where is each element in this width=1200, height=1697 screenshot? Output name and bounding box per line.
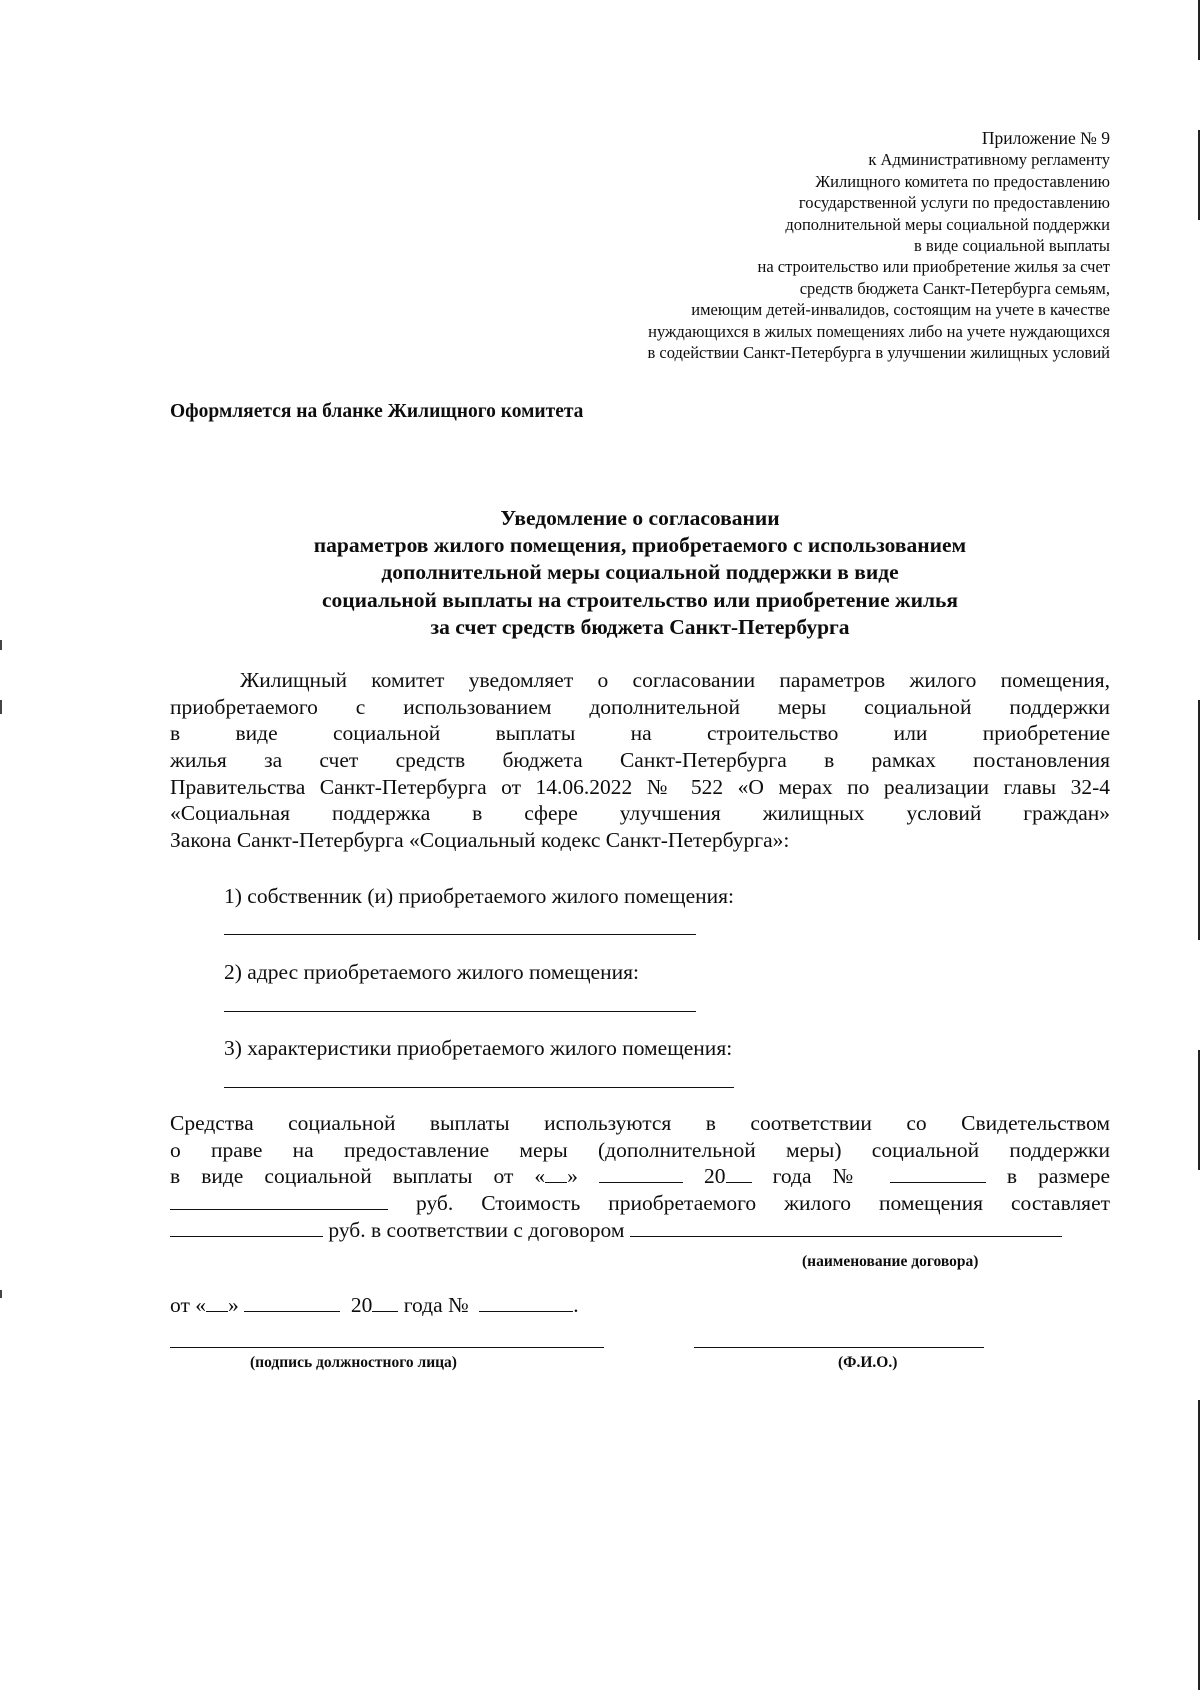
appendix-line: в виде социальной выплаты: [913, 236, 1110, 256]
day-blank: [206, 1293, 228, 1312]
intro-line: Жилищный комитет уведомляет о согласовании параметров жилого помещения,: [240, 668, 1110, 692]
list-item-address: 2) адрес приобретаемого жилого помещения:: [224, 960, 639, 984]
address-blank-line: [224, 1011, 696, 1012]
document-title: [170, 505, 1110, 641]
appendix-line: имеющим детей-инвалидов, состоящим на учете в качестве: [691, 300, 1110, 320]
number-blank: [479, 1293, 573, 1312]
title-line: Уведомление о согласовании: [500, 506, 780, 530]
date-text: от «: [170, 1293, 206, 1317]
name-line: [694, 1347, 984, 1348]
appendix-line: государственной услуги по предоставлению: [798, 193, 1110, 213]
appendix-line: дополнительной меры социальной поддержки: [785, 214, 1110, 234]
name-caption: (Ф.И.О.): [838, 1354, 898, 1371]
title-line: дополнительной меры социальной поддержки в виде: [381, 560, 899, 585]
title-line: социальной выплаты на строительство или приобретение жилья: [321, 587, 959, 612]
intro-line: Правительства Санкт-Петербурга от 14.06.2022 № 522 «О мерах по реализации главы 32-4: [170, 774, 1110, 799]
title-line: за счет средств бюджета Санкт-Петербурга: [430, 614, 850, 639]
owner-blank-line: [224, 934, 696, 935]
date-text: года №: [403, 1293, 469, 1317]
intro-line: жилья за счет средств бюджета Санкт-Петербурга в рамках постановления: [170, 748, 1110, 773]
appendix-line: средств бюджета Санкт-Петербурга семьям,: [799, 278, 1110, 298]
funds-paragraph: [170, 1110, 1110, 1243]
appendix-line: к Административному регламенту: [868, 150, 1110, 170]
appendix-line: Жилищного комитета по предоставлению: [815, 171, 1110, 191]
funds-text: »: [567, 1164, 578, 1189]
intro-line: приобретаемого с использованием дополнительной меры социальной поддержки: [170, 694, 1110, 719]
scan-edge-mark: [0, 1290, 2, 1298]
date-text: 20: [350, 1293, 373, 1317]
intro-line: «Социальная поддержка в сфере улучшения жилищных условий граждан»: [170, 801, 1110, 826]
intro-paragraph: [170, 667, 1110, 854]
appendix-line: Приложение № 9: [981, 128, 1110, 148]
funds-line-3: [170, 1163, 1110, 1190]
funds-text: года №: [772, 1164, 869, 1189]
signature-caption: (подпись должностного лица): [250, 1354, 457, 1371]
year-blank: [372, 1293, 398, 1312]
funds-text: в виде социальной выплаты от «: [170, 1164, 546, 1189]
funds-line: о праве на предоставление меры (дополнительной меры) социальной поддержки: [170, 1137, 1110, 1162]
date-line: [170, 1292, 579, 1319]
appendix-line: на строительство или приобретение жилья за счет: [757, 257, 1110, 277]
signature-line: [170, 1347, 604, 1348]
funds-line: Средства социальной выплаты используются в соответствии со Свидетельством: [170, 1111, 1110, 1135]
funds-line-4: [170, 1190, 1110, 1217]
funds-text: 20: [704, 1164, 726, 1189]
month-blank: [599, 1164, 683, 1183]
contract-blank: [630, 1218, 1062, 1237]
amount-blank: [170, 1191, 388, 1210]
month-blank: [244, 1293, 340, 1312]
scan-edge-mark: [0, 640, 2, 650]
day-blank: [545, 1164, 567, 1183]
date-text: .: [573, 1293, 579, 1317]
intro-line: в виде социальной выплаты на строительство или приобретение: [170, 721, 1110, 746]
title-line: параметров жилого помещения, приобретаемого с использованием: [313, 533, 967, 558]
contract-caption: (наименование договора): [802, 1253, 979, 1270]
funds-text: руб. в соответствии с договором: [328, 1217, 625, 1242]
list-item-owner: 1) собственник (и) приобретаемого жилого помещения:: [224, 884, 735, 908]
intro-line: Закона Санкт-Петербурга «Социальный кодекс Санкт-Петербурга»:: [170, 828, 790, 853]
blank-note: Оформляется на бланке Жилищного комитета: [170, 401, 584, 422]
funds-text: в размере: [1006, 1164, 1111, 1189]
date-text: »: [228, 1293, 239, 1317]
number-blank: [890, 1164, 986, 1183]
characteristics-blank-line: [224, 1087, 734, 1088]
cost-blank: [170, 1218, 323, 1237]
appendix-line: нуждающихся в жилых помещениях либо на учете нуждающихся: [648, 321, 1110, 341]
scan-edge-mark: [0, 700, 2, 714]
appendix-header: [510, 128, 1110, 363]
funds-text: руб. Стоимость приобретаемого жилого помещения составляет: [416, 1191, 1111, 1216]
funds-line-5: [170, 1217, 1110, 1244]
year-blank: [726, 1164, 752, 1183]
appendix-line: в содействии Санкт-Петербурга в улучшении жилищных условий: [647, 343, 1110, 363]
list-item-characteristics: 3) характеристики приобретаемого жилого помещения:: [224, 1036, 733, 1060]
